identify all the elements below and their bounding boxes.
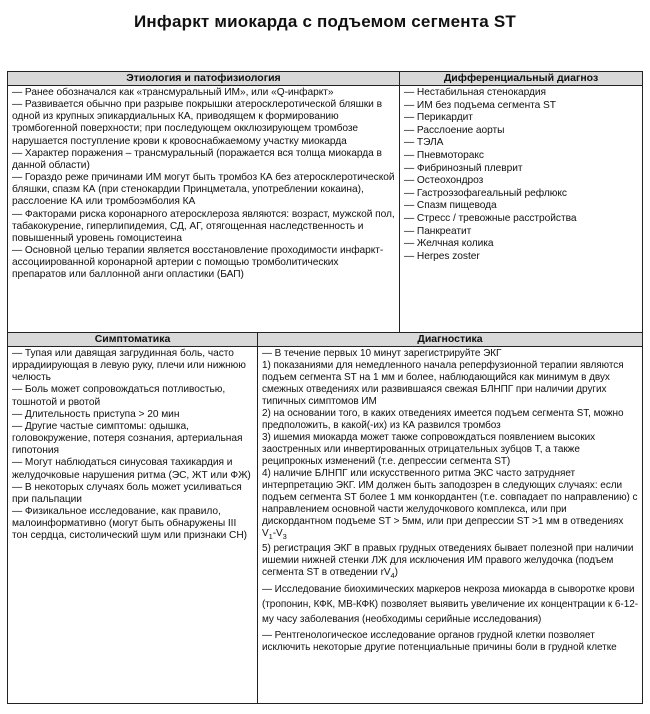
ecg-point-4-text: 4) наличие БЛНПГ или искусственного ритма ЭКС часто затрудняет интерпретацию ЭКГ. ИМ должен быть заподозрен в следующих случаях: если подъем сегмента ST более 1 мм конкордантен (т.е. совпадает по направлению) с направлением основной части желудочкового комплекса, или при дискордантном подъеме ST > 5мм, или при депрессии ST >1 мм в отведениях V (262, 468, 638, 539)
ecg-point-3: 3) ишемия миокарда может также сопровождаться появлением высоких заостренных или инвертированных отрицательных зубцов T, а также реципрокных изменений (т.е. депрессии сегмента ST) (262, 432, 596, 467)
symptom-item: — Длительность приступа > 20 мин (12, 408, 180, 420)
differential-item: — Стресс / тревожные расстройства (404, 212, 577, 224)
ecg-point-4-sub1: 1 (268, 532, 273, 541)
differential-item: — Перикардит (404, 112, 473, 124)
differential-item: — Нестабильная стенокардия (404, 87, 547, 98)
differential-section (399, 71, 643, 333)
ecg-point-4-sub2: 3 (282, 532, 287, 541)
etiology-header: Этиология и патофизиология (8, 72, 399, 86)
differential-item: — ИМ без подъема сегмента ST (404, 99, 556, 111)
ecg-point-5 (262, 543, 638, 582)
ecg-point-2: 2) на основании того, в каких отведениях имеется подъем сегмента ST, можно предположить, в какой(-их) из КА развился тромбоз (262, 408, 624, 431)
etiology-item: — Основной целью терапии является восстановление проходимости инфаркт-ассоциированной коронарной артерии с помощью тромболитических препаратов или баллонной анги опластики (БАП) (12, 245, 384, 281)
differential-item: — Спазм пищевода (404, 200, 497, 212)
symptoms-list (8, 347, 257, 543)
etiology-item: — Характер поражения – трансмуральный (поражается вся толща миокарда в данной области) (12, 147, 382, 171)
etiology-section (7, 71, 400, 333)
page-title: Инфаркт миокарда с подъемом сегмента ST (134, 12, 516, 31)
etiology-item: — Факторами риска коронарного атеросклероза являются: возраст, мужской пол, табакокурение, гиперлипидемия, СД, АГ, отягощенная наследственность и повышенный уровень гомоцистеина (12, 208, 395, 244)
markers-item: — Исследование биохимических маркеров некроза миокарда в сыворотке крови (тропонин, КФК, MB-КФК) позволяет выявить увеличение их концентрации к 6-12-му часу заболевания (необходимы серийные исследования) (262, 584, 639, 625)
ecg-point-5-sub: 4 (390, 571, 395, 580)
symptom-item: — Могут наблюдаться синусовая тахикардия и желудочковые нарушения ритма (ЭС, ЖТ или ФЖ) (12, 457, 251, 481)
differential-item: — Гастроэзофагеальный рефлюкс (404, 187, 567, 199)
ecg-intro: — В течение первых 10 минут зарегистрируйте ЭКГ (262, 348, 502, 359)
differential-item: — Фибринозный плеврит (404, 162, 523, 174)
differential-item: — Желчная колика (404, 238, 494, 250)
differential-list (400, 86, 642, 263)
symptom-item: — Другие частые симптомы: одышка, головокружение, потеря сознания, артериальная гипотония (12, 420, 243, 457)
symptom-item: — Тупая или давящая загрудинная боль, часто иррадиирующая в левую руку, плечи или нижнюю челюсть (12, 348, 246, 384)
ecg-point-5-text: 5) регистрация ЭКГ в правых грудных отведениях бывает полезной при наличии ишемии нижней стенки ЛЖ для исключения ИМ правого желудочка (подъем сегмента ST в отведении rV (262, 543, 634, 578)
etiology-item: — Ранее обозначался как «трансмуральный ИМ», или «Q-инфаркт» (12, 87, 334, 98)
differential-item: — Herpes zoster (404, 250, 480, 262)
etiology-list (8, 86, 399, 282)
symptoms-header: Симптоматика (8, 333, 257, 347)
diagnostics-list (258, 347, 642, 654)
differential-item: — Пневмоторакс (404, 149, 484, 161)
diagnostics-header: Диагностика (258, 333, 642, 347)
diagnostics-section (257, 332, 643, 704)
etiology-item: — Развивается обычно при разрыве покрышки атеросклеротической бляшки в одной из крупных эпикардиальных КА, приводящем к формированию тромбогенной поверхности; при последующем окклюзирующем тромбозе нарушается поступление крови к кровоснабжаемому участку миокарда (12, 99, 382, 147)
ecg-point-1: 1) показаниями для немедленного начала реперфузионной терапии являются подъем сегмента ST на 1 мм и более, наблюдающийся как минимум в двух смежных отведениях или развившаяся свежая БЛНПГ при наличии других типичных симптомов ИМ (262, 360, 624, 407)
symptom-item: — Физикальное исследование, как правило, малоинформативно (могут быть обнаружены III тон сердца, систолический шум или признаки СН) (12, 506, 247, 542)
differential-item: — Остеохондроз (404, 175, 484, 187)
ecg-point-4 (262, 468, 638, 543)
symptom-item: — В некоторых случаях боль может усиливаться при пальпации (12, 481, 242, 505)
differential-item: — Панкреатит (404, 225, 472, 237)
ecg-point-4-mid: -V (272, 528, 283, 539)
symptoms-section (7, 332, 258, 704)
differential-item: — Расслоение аорты (404, 124, 505, 136)
differential-item: — ТЭЛА (404, 137, 444, 149)
ecg-point-5-end: ) (394, 567, 398, 578)
symptom-item: — Боль может сопровождаться потливостью, тошнотой и рвотой (12, 384, 226, 408)
etiology-item: — Гораздо реже причинами ИМ могут быть тромбоз КА без атеросклеротической бляшки, спазм КА (при стенокардии Принцметала, употреблении кокаина), расслоение КА или тромбоэмболия КА (12, 172, 395, 208)
xray-item: — Рентгенологическое исследование органов грудной клетки позволяет исключить некоторые другие потенциальные причины боли в грудной клетке (262, 630, 617, 653)
differential-header: Дифференциальный диагноз (400, 72, 642, 86)
